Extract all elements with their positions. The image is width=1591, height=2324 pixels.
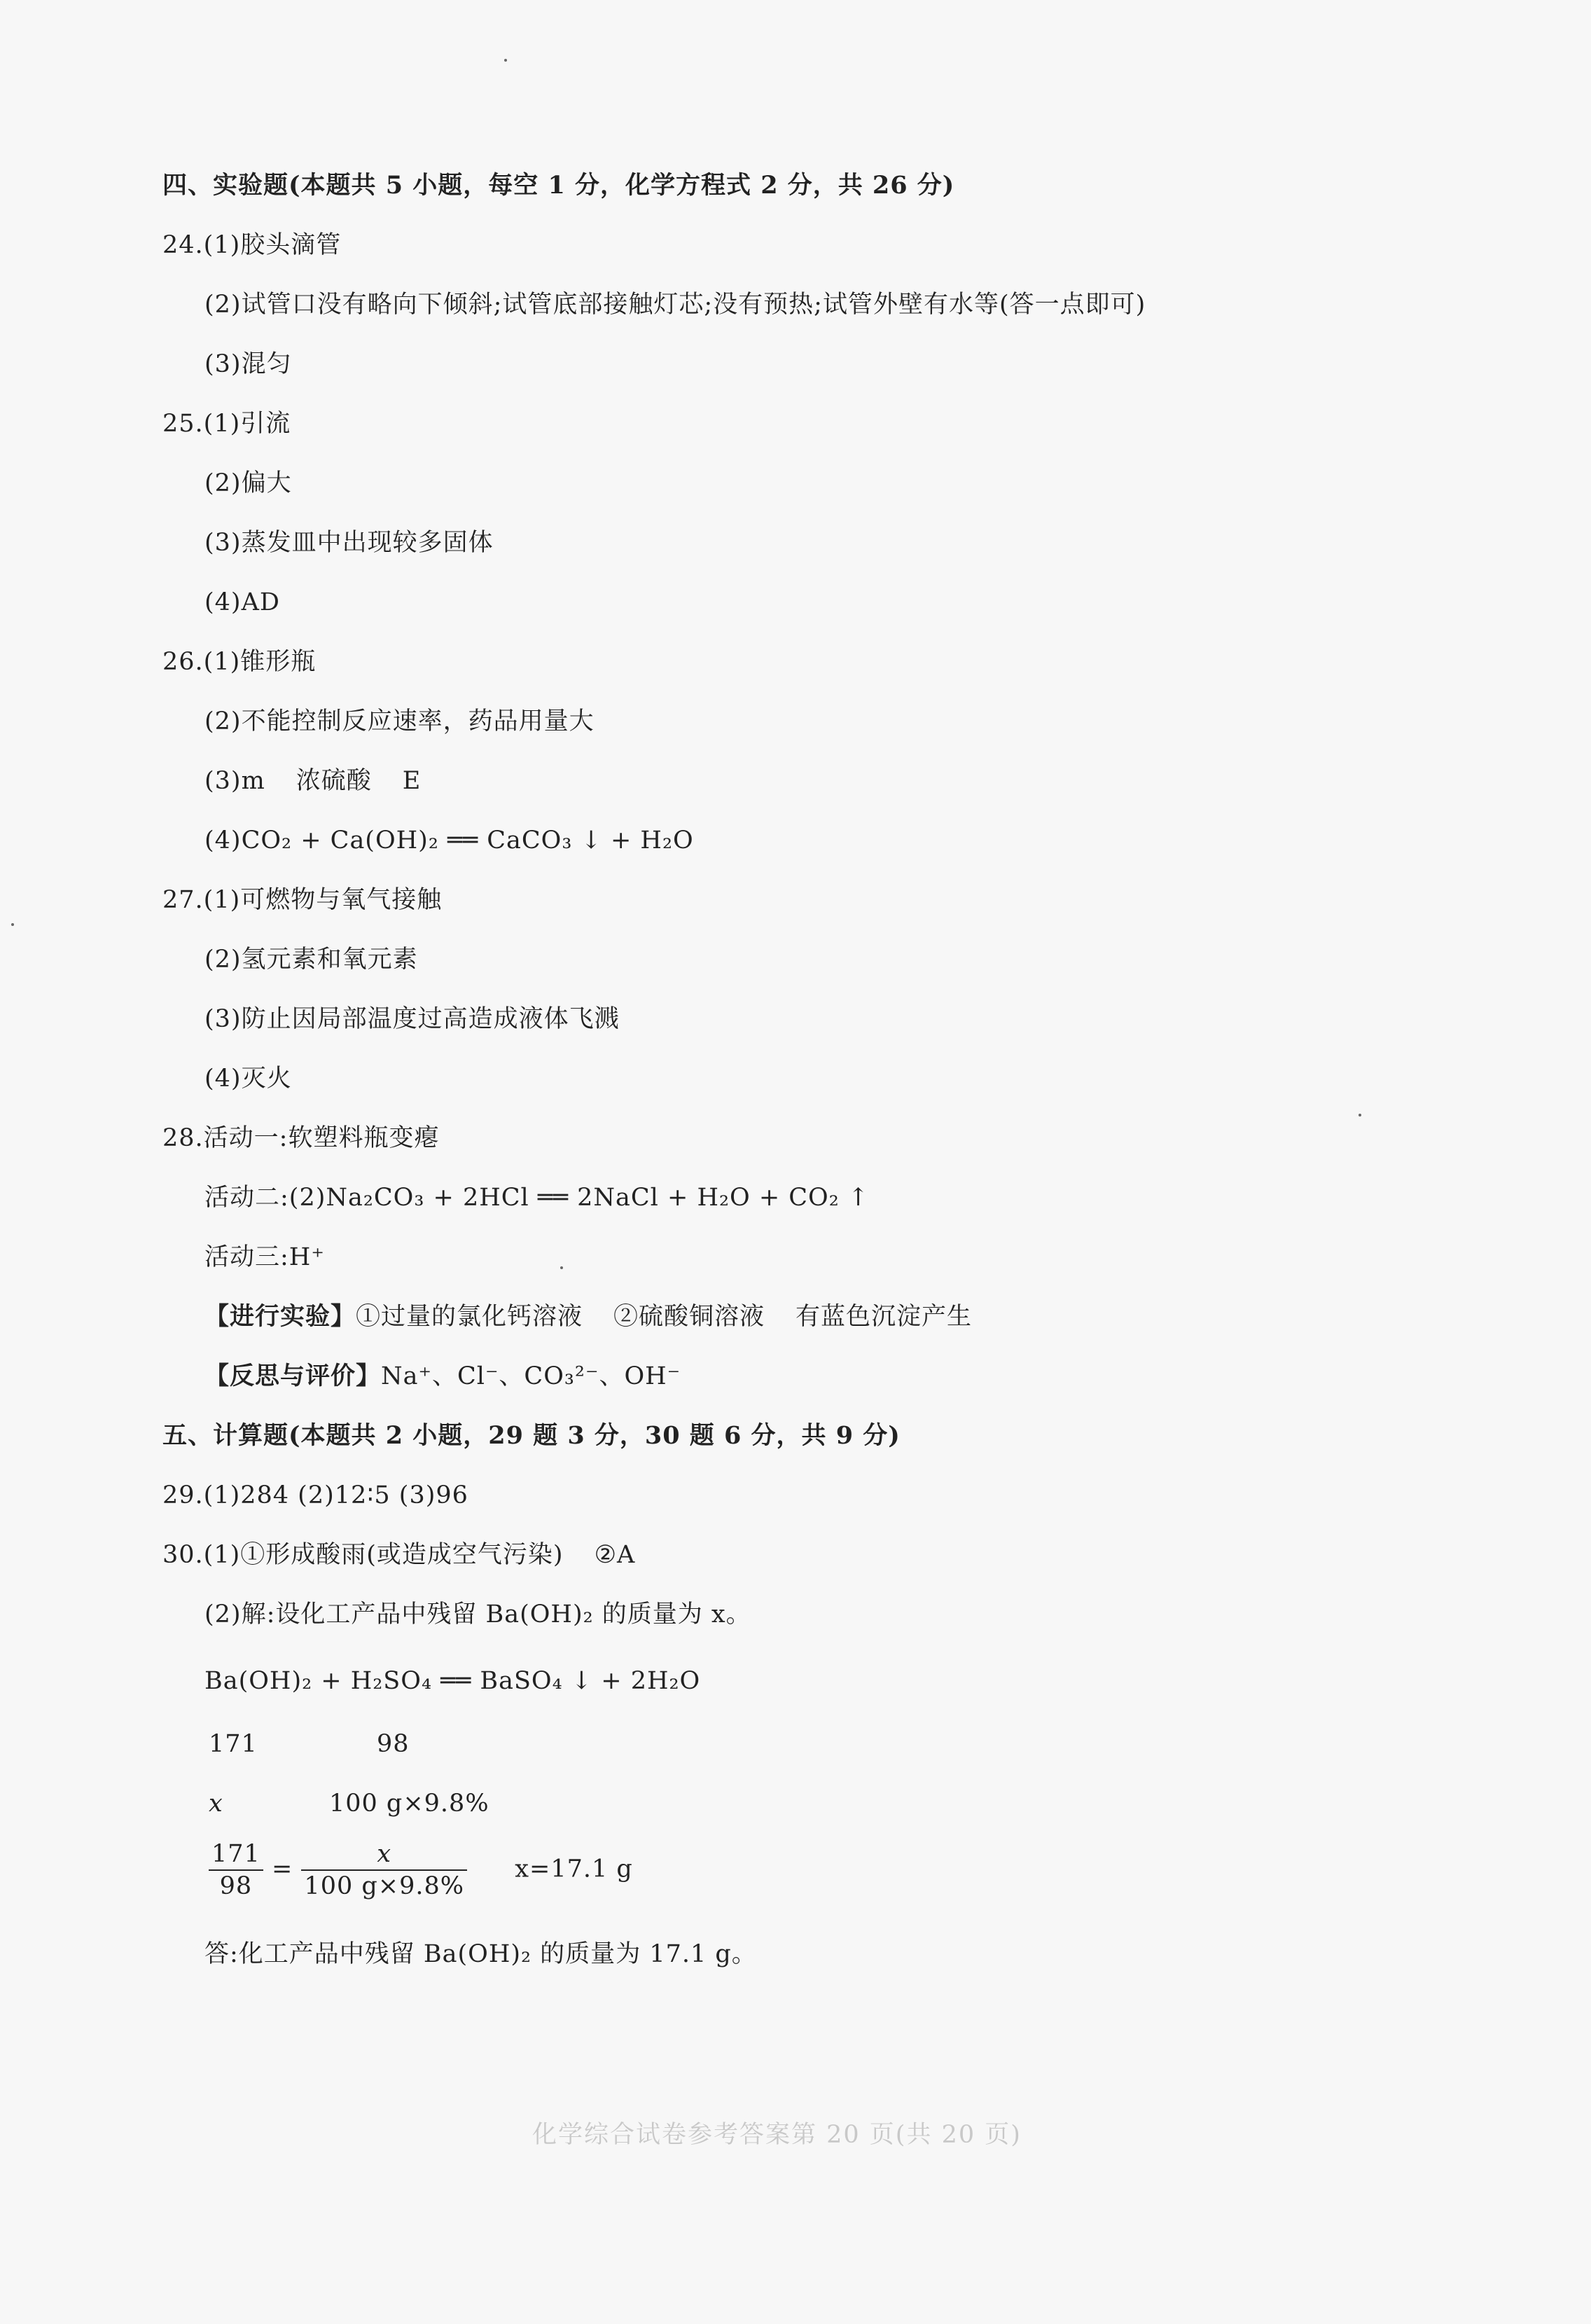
q28-activity-1: 28.活动一:软塑料瓶变瘪	[162, 1124, 440, 1152]
q28-experiment-part-2: ②硫酸铜溶液	[613, 1303, 765, 1331]
section4-heading: 四、实验题(本题共 5 小题，每空 1 分，化学方程式 2 分，共 26 分)	[162, 171, 955, 200]
q28-reflection-ions: Na⁺、Cl⁻、CO₃²⁻、OH⁻	[381, 1362, 681, 1390]
q28-reflection	[204, 1359, 681, 1394]
q27-answer-2: (2)氢元素和氧元素	[204, 946, 418, 974]
q28-experiment-part-3: 有蓝色沉淀产生	[796, 1303, 973, 1331]
q28-experiment-part-1: ①过量的氯化钙溶液	[356, 1303, 583, 1331]
q28-experiment	[204, 1299, 972, 1334]
q30-answer-1-prefix: 30.(1)①形成酸雨(或造成空气污染)	[162, 1541, 564, 1569]
q28-experiment-label: 【进行实验】	[204, 1302, 356, 1331]
q27-answer-1: 27.(1)可燃物与氧气接触	[162, 886, 443, 914]
q30-fraction-right	[301, 1839, 467, 1902]
q30-fraction-left	[209, 1839, 263, 1902]
q26-answer-3-letter: E	[402, 767, 422, 795]
q26-answer-3-acid: 浓硫酸	[296, 767, 372, 795]
q25-answer-2: (2)偏大	[204, 469, 292, 497]
speck	[11, 923, 14, 926]
q30-answer-1-suffix: ②A	[594, 1541, 636, 1569]
q29-answer: 29.(1)284 (2)12∶5 (3)96	[162, 1481, 468, 1509]
q30-solution-intro: (2)解:设化工产品中残留 Ba(OH)₂ 的质量为 x。	[204, 1600, 751, 1628]
q30-unknown: x	[209, 1790, 223, 1818]
q30-answer-1	[162, 1537, 635, 1572]
q30-molar-mass-2: 98	[377, 1730, 410, 1758]
speck	[504, 59, 507, 62]
q30-fraction-equals: =	[271, 1855, 293, 1883]
q25-answer-4: (4)AD	[204, 588, 280, 616]
q25-answer-3: (3)蒸发皿中出现较多固体	[204, 529, 494, 557]
q24-answer-2: (2)试管口没有略向下倾斜;试管底部接触灯芯;没有预热;试管外壁有水等(答一点即可)	[204, 291, 1146, 319]
q28-reflection-label: 【反思与评价】	[204, 1362, 382, 1390]
q24-answer-3: (3)混匀	[204, 350, 292, 378]
q28-activity-3: 活动三:H⁺	[204, 1243, 325, 1271]
q30-result: x=17.1 g	[515, 1855, 633, 1883]
speck	[560, 1266, 563, 1269]
q30-known-mass: 100 g×9.8%	[329, 1790, 489, 1818]
q26-answer-3-prefix: (3)m	[204, 767, 265, 795]
q26-answer-2: (2)不能控制反应速率，药品用量大	[204, 707, 595, 735]
q30-molar-mass-1: 171	[209, 1730, 258, 1758]
section5-heading: 五、计算题(本题共 2 小题，29 题 3 分，30 题 6 分，共 9 分)	[162, 1421, 901, 1450]
q24-answer-1: 24.(1)胶头滴管	[162, 231, 342, 259]
q28-activity-2-equation: 活动二:(2)Na₂CO₃ + 2HCl ══ 2NaCl + H₂O + CO₂ ↑	[204, 1184, 870, 1212]
q30-fraction-right-numerator: x	[301, 1839, 467, 1871]
q25-answer-1: 25.(1)引流	[162, 410, 291, 438]
q27-answer-3: (3)防止因局部温度过高造成液体飞溅	[204, 1005, 620, 1033]
q30-fraction-left-denominator: 98	[219, 1872, 253, 1900]
q27-answer-4: (4)灭火	[204, 1065, 292, 1093]
q30-final-answer: 答:化工产品中残留 Ba(OH)₂ 的质量为 17.1 g。	[204, 1940, 757, 1968]
q30-equation: Ba(OH)₂ + H₂SO₄ ══ BaSO₄ ↓ + 2H₂O	[204, 1667, 701, 1695]
page-footer: 化学综合试卷参考答案第 20 页(共 20 页)	[532, 2121, 1022, 2149]
q26-answer-1: 26.(1)锥形瓶	[162, 648, 317, 676]
speck	[1359, 1114, 1361, 1116]
q30-proportion	[209, 1839, 633, 1902]
q26-answer-3	[204, 763, 421, 798]
q26-answer-4-equation: (4)CO₂ + Ca(OH)₂ ══ CaCO₃ ↓ + H₂O	[204, 826, 694, 855]
q30-fraction-left-numerator: 171	[209, 1839, 263, 1871]
q30-fraction-right-denominator: 100 g×9.8%	[304, 1872, 465, 1900]
